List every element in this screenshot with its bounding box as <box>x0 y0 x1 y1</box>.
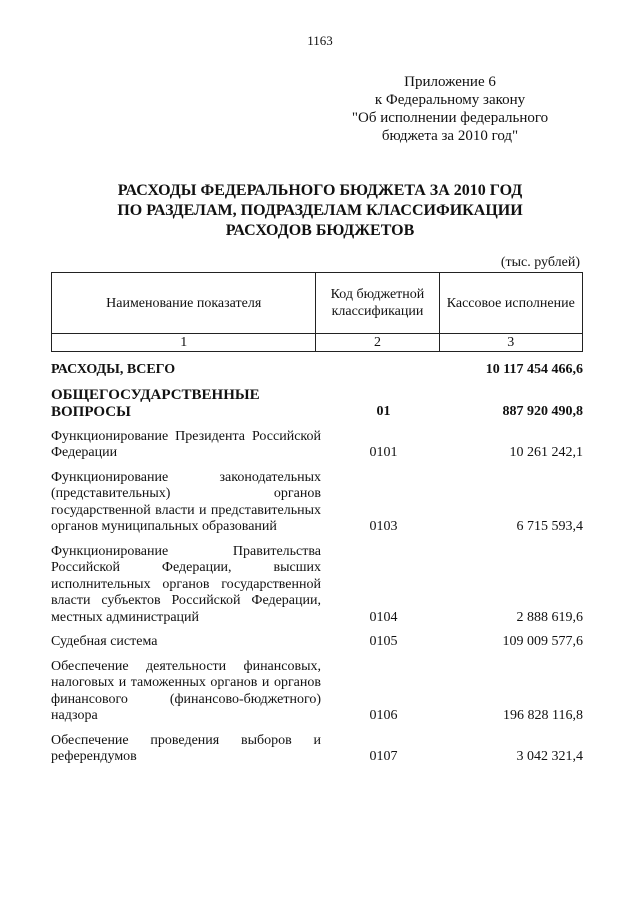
row-code: 01 <box>376 404 391 419</box>
row-name: РАСХОДЫ, ВСЕГО <box>51 362 176 377</box>
row-amount: 6 715 593,4 <box>516 519 583 534</box>
row-code: 0104 <box>369 609 398 625</box>
row-name: Обеспечение проведения выборов и референдумов <box>51 732 321 764</box>
row-amount: 887 920 490,8 <box>502 404 583 419</box>
row-name: Функционирование Президента Российской Федерации <box>51 428 321 460</box>
table-row <box>51 462 583 536</box>
table-row <box>51 536 583 627</box>
row-amount: 3 042 321,4 <box>516 749 583 764</box>
row-code: 0101 <box>369 445 398 460</box>
table-row <box>51 725 583 766</box>
appendix-line-4: бюджета за 2010 год" <box>381 128 519 144</box>
appendix-line-3: "Об исполнении федерального <box>351 110 549 126</box>
row-amount: 10 261 242,1 <box>509 445 583 460</box>
title-line-2: ПО РАЗДЕЛАМ, ПОДРАЗДЕЛАМ КЛАССИФИКАЦИИ <box>117 202 523 219</box>
table-row <box>51 379 583 421</box>
row-code: 0105 <box>369 634 398 649</box>
appendix-line-2: к Федеральному закону <box>374 92 526 108</box>
appendix-line-1: Приложение 6 <box>404 74 496 90</box>
header-code: Код бюджетной классификации <box>316 273 439 334</box>
table-row <box>51 651 583 725</box>
row-name: Судебная система <box>51 634 158 649</box>
expenditure-table <box>51 362 583 766</box>
row-code: 0103 <box>369 519 398 534</box>
table-row <box>51 362 583 379</box>
row-code: 0107 <box>369 749 398 764</box>
column-number-3: 3 <box>439 334 582 352</box>
column-number-1: 1 <box>52 334 316 352</box>
units-note: (тыс. рублей) <box>500 255 580 270</box>
row-name: Функционирование законодательных (представительных) органов государственной власти и представительных органов муниципальных образований <box>51 469 321 534</box>
header-amount: Кассовое исполнение <box>439 273 582 334</box>
row-name: Функционирование Правительства Российской Федерации, высших исполнительных органов государственной власти субъектов Российской Федерации, местных администраций <box>51 543 321 625</box>
row-amount: 109 009 577,6 <box>502 634 583 649</box>
table-header <box>51 272 583 352</box>
row-code: 0106 <box>369 708 398 723</box>
title-line-1: РАСХОДЫ ФЕДЕРАЛЬНОГО БЮДЖЕТА ЗА 2010 ГОД <box>117 182 523 199</box>
row-name: ОБЩЕГОСУДАРСТВЕННЫЕ ВОПРОСЫ <box>51 386 260 420</box>
row-amount: 10 117 454 466,6 <box>485 362 583 377</box>
row-name: Обеспечение деятельности финансовых, налоговых и таможенных органов и органов финансового (финансово-бюджетного) надзора <box>51 658 321 723</box>
table-row <box>51 626 583 651</box>
row-amount: 2 888 619,6 <box>516 609 583 625</box>
table-row <box>51 421 583 462</box>
document-title <box>60 181 580 241</box>
page-number: 1163 <box>307 33 333 48</box>
column-number-2: 2 <box>316 334 439 352</box>
row-amount: 196 828 116,8 <box>503 708 583 723</box>
title-line-3: РАСХОДОВ БЮДЖЕТОВ <box>225 222 415 239</box>
row-code <box>321 362 446 379</box>
header-name: Наименование показателя <box>52 273 316 334</box>
appendix-note <box>350 73 550 145</box>
